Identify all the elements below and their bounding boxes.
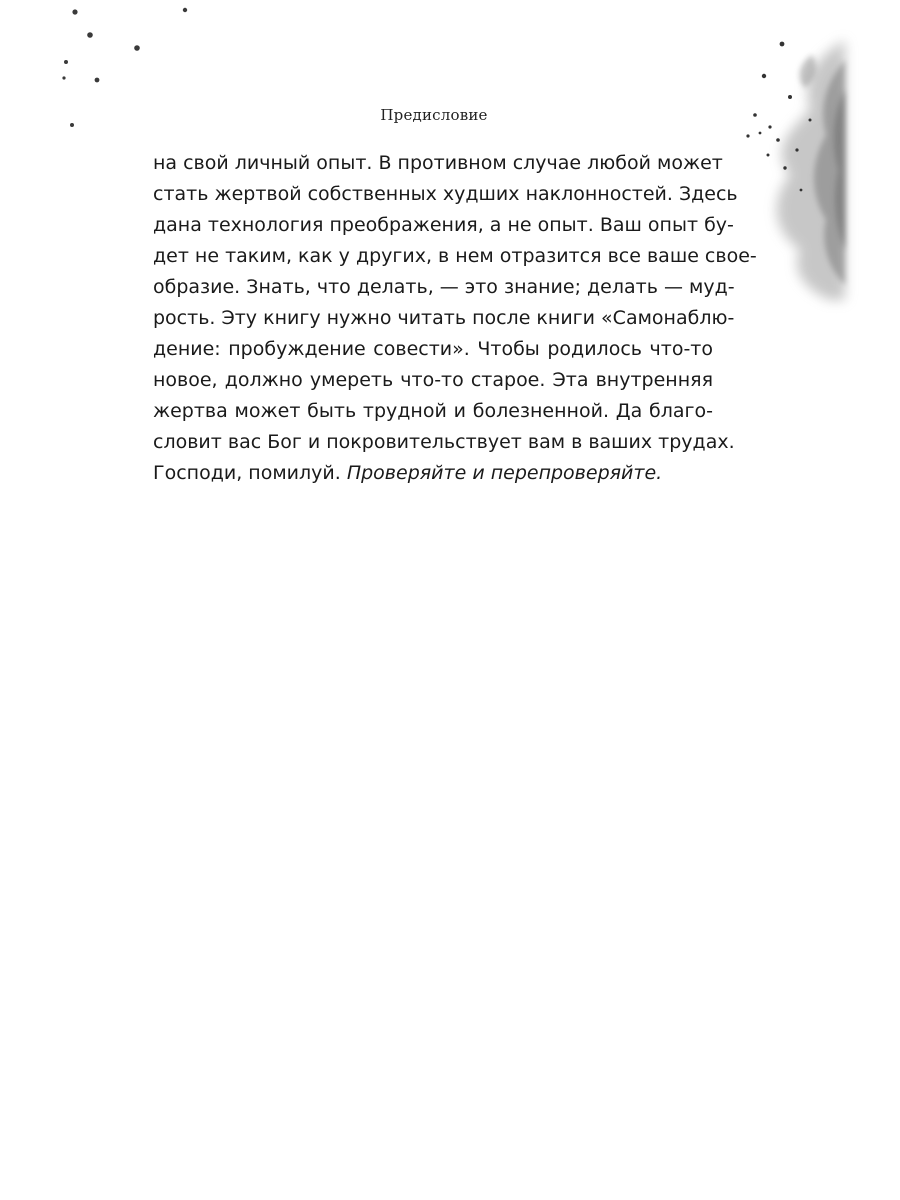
text-line: жертва может быть трудной и болезненной. Да благо- [153,400,713,422]
text-line: дет не таким, как у других, в нем отразится все ваше свое- [153,245,757,267]
text-line: рость. Эту книгу нужно читать после книги «Самонаблю- [153,307,735,329]
right-watercolor-splash [777,40,845,300]
text-line: словит вас Бог и покровительствует вам в ваших трудах. [153,431,735,453]
text-line-last-italic: Проверяйте и перепроверяйте. [346,462,663,484]
text-line-last [153,458,713,489]
text-line: на свой личный опыт. В противном случае любой может [153,152,723,174]
text-line: образие. Знать, что делать, — это знание; делать — муд- [153,276,735,298]
text-line-last-normal: Господи, помилуй. [153,462,347,484]
running-head: Предисловие [380,106,488,124]
body-paragraph [153,148,757,489]
text-line: дение: пробуждение совести». Чтобы родилось что-то [153,338,713,360]
text-line: стать жертвой собственных худших наклонностей. Здесь [153,183,738,205]
text-line: дана технология преображения, а не опыт. Ваш опыт бу- [153,214,734,236]
text-line: новое, должно умереть что-то старое. Эта внутренняя [153,369,713,391]
